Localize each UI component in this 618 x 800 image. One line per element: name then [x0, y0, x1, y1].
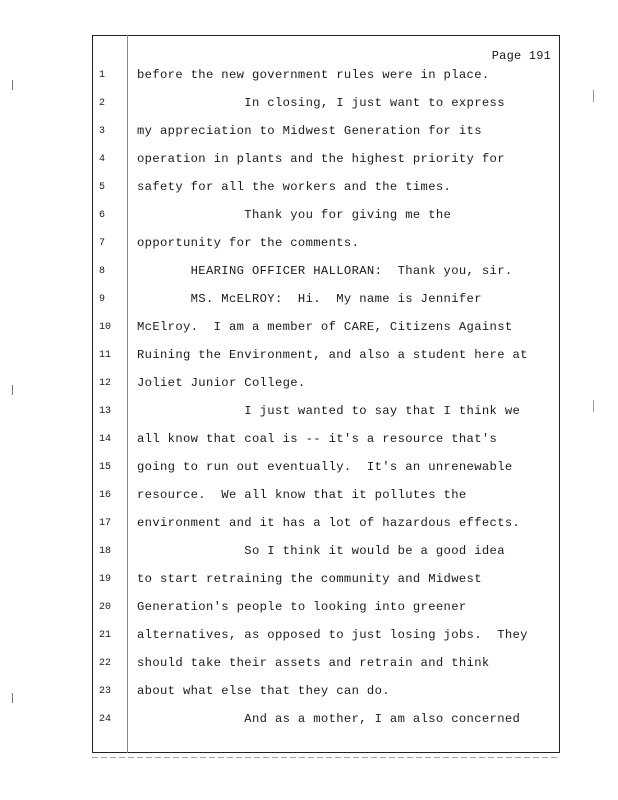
- transcript-line: [93, 236, 561, 256]
- line-text: all know that coal is -- it's a resource that's: [137, 432, 498, 446]
- line-text: environment and it has a lot of hazardous effects.: [137, 516, 521, 530]
- line-text: about what else that they can do.: [137, 684, 390, 698]
- line-text: And as a mother, I am also concerned: [137, 712, 521, 726]
- line-text: going to run out eventually. It's an unrenewable: [137, 460, 513, 474]
- line-number: 17: [99, 518, 112, 529]
- transcript-line: [93, 376, 561, 396]
- line-text: I just wanted to say that I think we: [137, 404, 521, 418]
- line-text: Ruining the Environment, and also a student here at: [137, 348, 528, 362]
- scan-margin-mark: [593, 400, 594, 412]
- line-number: 14: [99, 434, 112, 445]
- line-number: 18: [99, 546, 112, 557]
- line-number: 16: [99, 490, 112, 501]
- line-number: 15: [99, 462, 112, 473]
- line-number: 4: [99, 154, 106, 165]
- transcript-line: [93, 180, 561, 200]
- transcript-line: [93, 264, 561, 284]
- transcript-line: [93, 68, 561, 88]
- transcript-page: [92, 35, 560, 753]
- transcript-line: [93, 712, 561, 732]
- line-text: resource. We all know that it pollutes the: [137, 488, 467, 502]
- line-text: to start retraining the community and Midwest: [137, 572, 482, 586]
- line-number: 23: [99, 686, 112, 697]
- line-text: In closing, I just want to express: [137, 96, 505, 110]
- transcript-line: [93, 404, 561, 424]
- page-number: Page 191: [491, 49, 551, 63]
- scan-margin-mark: [12, 80, 13, 90]
- scan-margin-mark: [12, 385, 13, 395]
- line-text: opportunity for the comments.: [137, 236, 360, 250]
- scan-margin-mark: [593, 90, 594, 102]
- line-number: 5: [99, 182, 106, 193]
- line-text: Joliet Junior College.: [137, 376, 306, 390]
- line-number: 10: [99, 322, 112, 333]
- line-text: HEARING OFFICER HALLORAN: Thank you, sir.: [137, 264, 513, 278]
- transcript-line: [93, 152, 561, 172]
- transcript-line: [93, 208, 561, 228]
- line-text: McElroy. I am a member of CARE, Citizens Against: [137, 320, 513, 334]
- line-number: 24: [99, 714, 112, 725]
- transcript-line: [93, 628, 561, 648]
- transcript-line: [93, 432, 561, 452]
- line-text: safety for all the workers and the times.: [137, 180, 452, 194]
- line-text: MS. McELROY: Hi. My name is Jennifer: [137, 292, 482, 306]
- transcript-line: [93, 572, 561, 592]
- transcript-line: [93, 348, 561, 368]
- transcript-line: [93, 656, 561, 676]
- line-text: should take their assets and retrain and think: [137, 656, 490, 670]
- scan-margin-mark: [12, 693, 13, 703]
- transcript-line: [93, 488, 561, 508]
- line-text: So I think it would be a good idea: [137, 544, 505, 558]
- transcript-line: [93, 544, 561, 564]
- line-number: 19: [99, 574, 112, 585]
- line-number: 22: [99, 658, 112, 669]
- line-number: 20: [99, 602, 112, 613]
- line-number: 9: [99, 294, 106, 305]
- line-text: before the new government rules were in place.: [137, 68, 490, 82]
- line-number: 3: [99, 126, 106, 137]
- line-text: operation in plants and the highest priority for: [137, 152, 505, 166]
- line-text: Thank you for giving me the: [137, 208, 452, 222]
- transcript-line: [93, 320, 561, 340]
- transcript-line: [93, 124, 561, 144]
- transcript-line: [93, 96, 561, 116]
- transcript-line: [93, 292, 561, 312]
- line-text: my appreciation to Midwest Generation for its: [137, 124, 482, 138]
- transcript-line: [93, 460, 561, 480]
- line-text: alternatives, as opposed to just losing jobs. They: [137, 628, 528, 642]
- line-number: 21: [99, 630, 112, 641]
- transcript-line: [93, 600, 561, 620]
- line-number: 1: [99, 70, 106, 81]
- line-number: 8: [99, 266, 106, 277]
- line-number: 12: [99, 378, 112, 389]
- line-number: 13: [99, 406, 112, 417]
- line-text: Generation's people to looking into greener: [137, 600, 467, 614]
- transcript-line: [93, 684, 561, 704]
- line-number: 6: [99, 210, 106, 221]
- line-number: 11: [99, 350, 112, 361]
- line-number: 7: [99, 238, 106, 249]
- scan-bottom-edge: [92, 757, 560, 758]
- transcript-line: [93, 516, 561, 536]
- line-number: 2: [99, 98, 106, 109]
